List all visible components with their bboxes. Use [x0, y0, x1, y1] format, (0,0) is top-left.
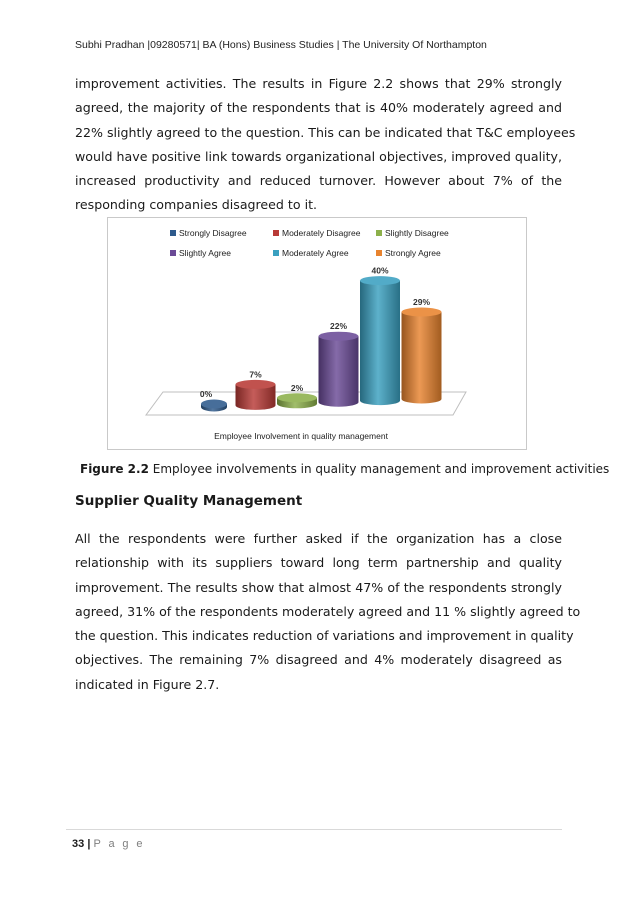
legend-swatch	[376, 230, 382, 236]
legend-swatch	[376, 250, 382, 256]
data-label-1: 7%	[249, 369, 262, 380]
paragraph-line: relationship with its suppliers toward long term partnership and quality	[75, 555, 562, 571]
legend-entry: Slightly Disagree	[385, 228, 449, 238]
page-header: Subhi Pradhan |09280571| BA (Hons) Business Studies | The University Of Northampton	[75, 39, 487, 51]
legend-entry: Moderately Agree	[282, 248, 349, 258]
paragraph-line: increased productivity and reduced turnover. However about 7% of the	[75, 173, 562, 189]
page-word: P a g e	[93, 838, 145, 850]
bar-top-4	[360, 276, 400, 285]
bar-top-5	[402, 308, 442, 317]
legend-entry: Strongly Disagree	[179, 228, 247, 238]
legend-entry: Slightly Agree	[179, 248, 231, 258]
paragraph-line: All the respondents were further asked if the organization has a close	[75, 531, 562, 546]
paragraph-line: would have positive link towards organizational objectives, improved quality,	[75, 148, 562, 164]
paragraph-line: improvement. The results show that almost 47% of the respondents strongly	[75, 579, 562, 595]
legend-swatch	[170, 230, 176, 236]
page-footer	[72, 838, 145, 850]
section-heading: Supplier Quality Management	[75, 493, 303, 509]
data-label-2: 2%	[290, 382, 304, 393]
paragraph-line: the question. This indicates reduction of variations and improvement in quality	[75, 628, 574, 644]
bar-cylinder-5	[402, 312, 442, 404]
paragraph-line: 22% slightly agreed to the question. This can be indicated that T&C employees	[75, 124, 576, 140]
legend-entry: Strongly Agree	[385, 248, 441, 258]
paragraph-supplier	[75, 527, 581, 697]
chart-legend	[170, 228, 449, 258]
data-label-0: 0%	[199, 389, 213, 399]
bar-cylinder-3	[319, 336, 359, 407]
legend-entry: Moderately Disagree	[282, 228, 361, 238]
figure-caption-text: Employee involvements in quality management and improvement activities	[148, 462, 610, 476]
legend-swatch	[273, 230, 279, 236]
bar-top-0	[201, 400, 227, 409]
paragraph-line: improvement activities. The results in Figure 2.2 shows that 29% strongly	[75, 76, 562, 91]
bar-top-1	[236, 380, 276, 389]
chart-canvas	[108, 218, 528, 451]
data-label-3: 22%	[329, 321, 348, 332]
paragraph-line: objectives. The remaining 7% disagreed and 4% moderately disagreed as	[75, 652, 562, 668]
page-number: 33	[72, 838, 85, 850]
bar-cylinder-4	[360, 281, 400, 406]
paragraph-line: indicated in Figure 2.7.	[75, 676, 220, 692]
figure-caption	[80, 462, 609, 476]
legend-swatch	[170, 250, 176, 256]
footer-separator: |	[87, 838, 91, 850]
chart-x-axis-label: Employee Involvement in quality management	[214, 431, 388, 441]
footer-divider	[66, 829, 562, 830]
figure-chart	[107, 217, 527, 450]
bar-top-3	[319, 332, 359, 341]
paragraph-line: agreed, the majority of the respondents that is 40% moderately agreed and	[75, 100, 562, 116]
chart-bars	[201, 276, 442, 411]
paragraph-intro	[75, 72, 576, 218]
bar-top-2	[277, 393, 317, 402]
paragraph-line: responding companies disagreed to it.	[75, 197, 318, 213]
legend-swatch	[273, 250, 279, 256]
data-label-4: 40%	[371, 265, 389, 276]
data-label-5: 29%	[412, 297, 431, 307]
figure-caption-label: Figure 2.2	[80, 462, 149, 476]
paragraph-line: agreed, 31% of the respondents moderately agreed and 11 % slightly agreed to	[75, 603, 581, 619]
